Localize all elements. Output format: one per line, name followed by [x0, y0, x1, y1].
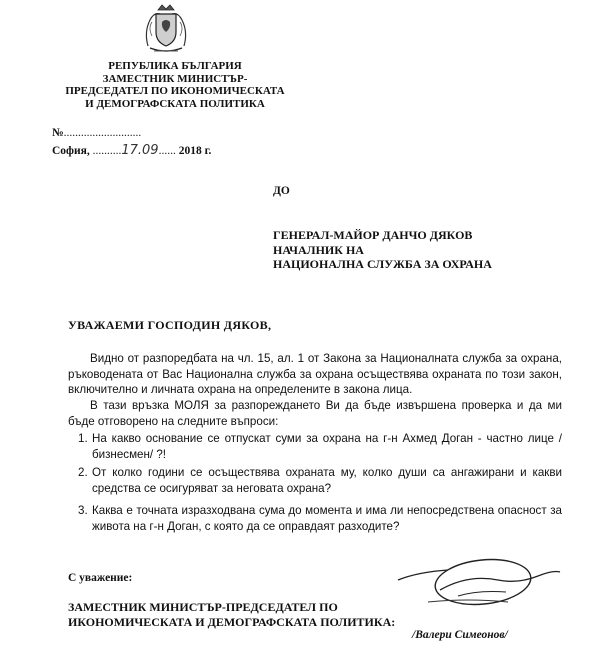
handwritten-date: 17.09	[121, 143, 159, 158]
ministry-line: ЗАМЕСТНИК МИНИСТЪР-	[102, 72, 248, 85]
signatory-title-line: ИКОНОМИЧЕСКАТА И ДЕМОГРАФСКАТА ПОЛИТИКА:	[68, 615, 396, 629]
list-item-text: От колко години се осъществява охраната му, колко души са ангажирани и какви средства се осигуряват за неговата охрана?	[92, 466, 562, 495]
number-label: №	[52, 127, 64, 139]
number-dots: ...........................	[63, 127, 142, 139]
ministry-line: И ДЕМОГРАФСКАТА ПОЛИТИКА	[85, 97, 265, 110]
salutation: УВАЖАЕМИ ГОСПОДИН ДЯКОВ,	[68, 318, 272, 332]
reference-number	[52, 127, 141, 139]
list-item-text: На какво основание се отпускат суми за охрана на г-н Ахмед Доган - частно лице /бизнесмен/ ?!	[92, 432, 562, 461]
city-label: София,	[52, 145, 90, 157]
body-paragraph: В тази връзка МОЛЯ за разпореждането Ви да бъде извършена проверка и да ми бъде отговорено на следните въпроси:	[68, 399, 562, 428]
signatory-title	[68, 600, 395, 630]
list-item-text: Каква е точната изразходвана сума до момента и има ли непосредствена опасност за живота на г-н Доган, с която да се оправдаят разходите?	[92, 504, 562, 533]
list-item-number: 3.	[78, 504, 88, 517]
date-dots: ..........	[92, 145, 122, 157]
recipient-line: НАЧАЛНИК НА	[273, 242, 364, 257]
year-suffix: 2018 г.	[178, 145, 212, 157]
signer-name: /Валери Симеонов/	[412, 629, 508, 641]
list-item-number: 2.	[78, 466, 88, 479]
reference-date	[52, 143, 211, 158]
signature-icon	[388, 552, 568, 632]
coat-of-arms-icon	[140, 2, 192, 58]
ministry-header	[50, 60, 300, 110]
signatory-title-line: ЗАМЕСТНИК МИНИСТЪР-ПРЕДСЕДАТЕЛ ПО	[68, 600, 338, 614]
date-dots: ......	[158, 145, 176, 157]
body-paragraph: Видно от разпоредбата на чл. 15, ал. 1 от Закона за Националната служба за охрана, ръководената от Вас Национална служба за охрана осъществява охраната по този закон, включително и личната охрана на определените в закона лица.	[68, 352, 562, 396]
list-item-number: 1.	[78, 432, 88, 445]
recipient-block	[273, 228, 492, 272]
ministry-line: ПРЕДСЕДАТЕЛ ПО ИКОНОМИЧЕСКАТА	[65, 85, 285, 97]
recipient-line: ГЕНЕРАЛ-МАЙОР ДАНЧО ДЯКОВ	[273, 228, 473, 242]
ministry-line: РЕПУБЛИКА БЪЛГАРИЯ	[108, 60, 242, 72]
to-label: ДО	[273, 185, 290, 197]
recipient-line: НАЦИОНАЛНА СЛУЖБА ЗА ОХРАНА	[273, 257, 492, 271]
closing-regards: С уважение:	[68, 572, 133, 584]
